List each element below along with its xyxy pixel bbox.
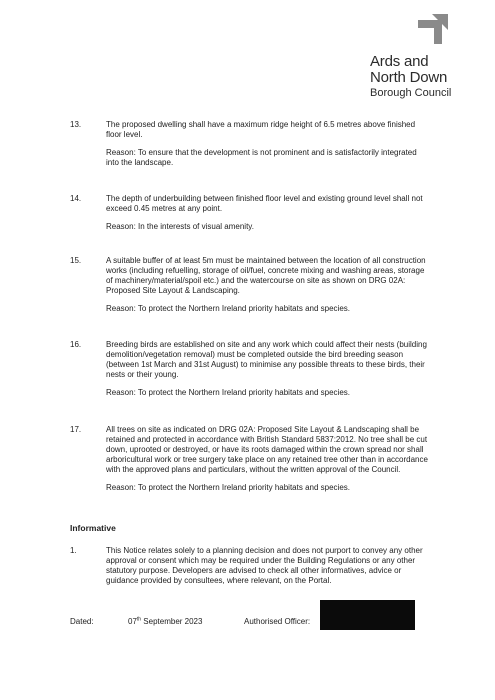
signature-redaction: [320, 600, 415, 630]
logo-chevron-icon: [414, 14, 448, 48]
authorised-officer-label: Authorised Officer:: [244, 617, 311, 626]
logo-line-1: Ards and: [370, 53, 429, 70]
informative-text: This Notice relates solely to a planning decision and does not purport to convey any other approval or consent which may be required under the Building Regulations or any other statutory purpose. Developers are advised to check all other informatives, advice or guidance provided by consultees, where relevant, on the Portal.: [106, 546, 423, 585]
condition-reason: Reason: To ensure that the development is not prominent and is satisfactorily integrated into the landscape.: [106, 148, 417, 167]
condition-body: [106, 256, 430, 314]
condition-reason: Reason: In the interests of visual amenity.: [106, 222, 254, 231]
condition-text: A suitable buffer of at least 5m must be maintained between the location of all construction works (including refuelling, storage of oil/fuel, concrete mixing and washing areas, storage of machinery/material/spoil etc.) and the watercourse on site as shown on DRG 02A: Proposed Site Layout & Landscaping.: [106, 256, 426, 295]
condition-reason: Reason: To protect the Northern Ireland priority habitats and species.: [106, 304, 350, 313]
condition-text: Breeding birds are established on site and any work which could affect their nests (building demolition/vegetation removal) must be completed outside the bird breeding season (between 1st March and 31st August) to minimise any possible threats to these birds, their nests or their young.: [106, 340, 427, 379]
condition-number: 14.: [70, 194, 82, 203]
informative-number: 1.: [70, 546, 77, 555]
informative-heading: Informative: [70, 523, 116, 533]
date-suffix: th: [136, 616, 142, 623]
condition-reason: Reason: To protect the Northern Ireland priority habitats and species.: [106, 483, 350, 492]
date-day: 07: [128, 617, 137, 626]
condition-body: [106, 340, 430, 398]
informative-body: [106, 546, 432, 586]
date-rest: September 2023: [141, 617, 203, 626]
condition-number: 16.: [70, 340, 82, 349]
logo-text: [370, 54, 451, 100]
condition-number: 17.: [70, 425, 82, 434]
condition-reason: Reason: To protect the Northern Ireland priority habitats and species.: [106, 388, 350, 397]
condition-number: 15.: [70, 256, 82, 265]
dated-label: Dated:: [70, 617, 94, 626]
condition-body: [106, 425, 430, 493]
dated-value: [128, 617, 202, 626]
logo-line-2: North Down: [370, 69, 448, 86]
logo-line-3: Borough Council: [370, 87, 452, 99]
condition-text: All trees on site as indicated on DRG 02A: Proposed Site Layout & Landscaping shall be retained and protected in accordance with British Standard 5837:2012. No tree shall be cut down, uprooted or destroyed, or have its roots damaged within the crown spread nor shall arboricultural work or tree surgery take place on any retained tree other than in accordance with the approved plans and particulars, without the written approval of the Council.: [106, 425, 428, 474]
condition-body: [106, 194, 430, 232]
condition-text: The proposed dwelling shall have a maximum ridge height of 6.5 metres above finished floor level.: [106, 120, 416, 139]
condition-text: The depth of underbuilding between finished floor level and existing ground level shall not exceed 0.45 metres at any point.: [106, 194, 423, 213]
condition-number: 13.: [70, 120, 82, 129]
condition-body: [106, 120, 430, 168]
